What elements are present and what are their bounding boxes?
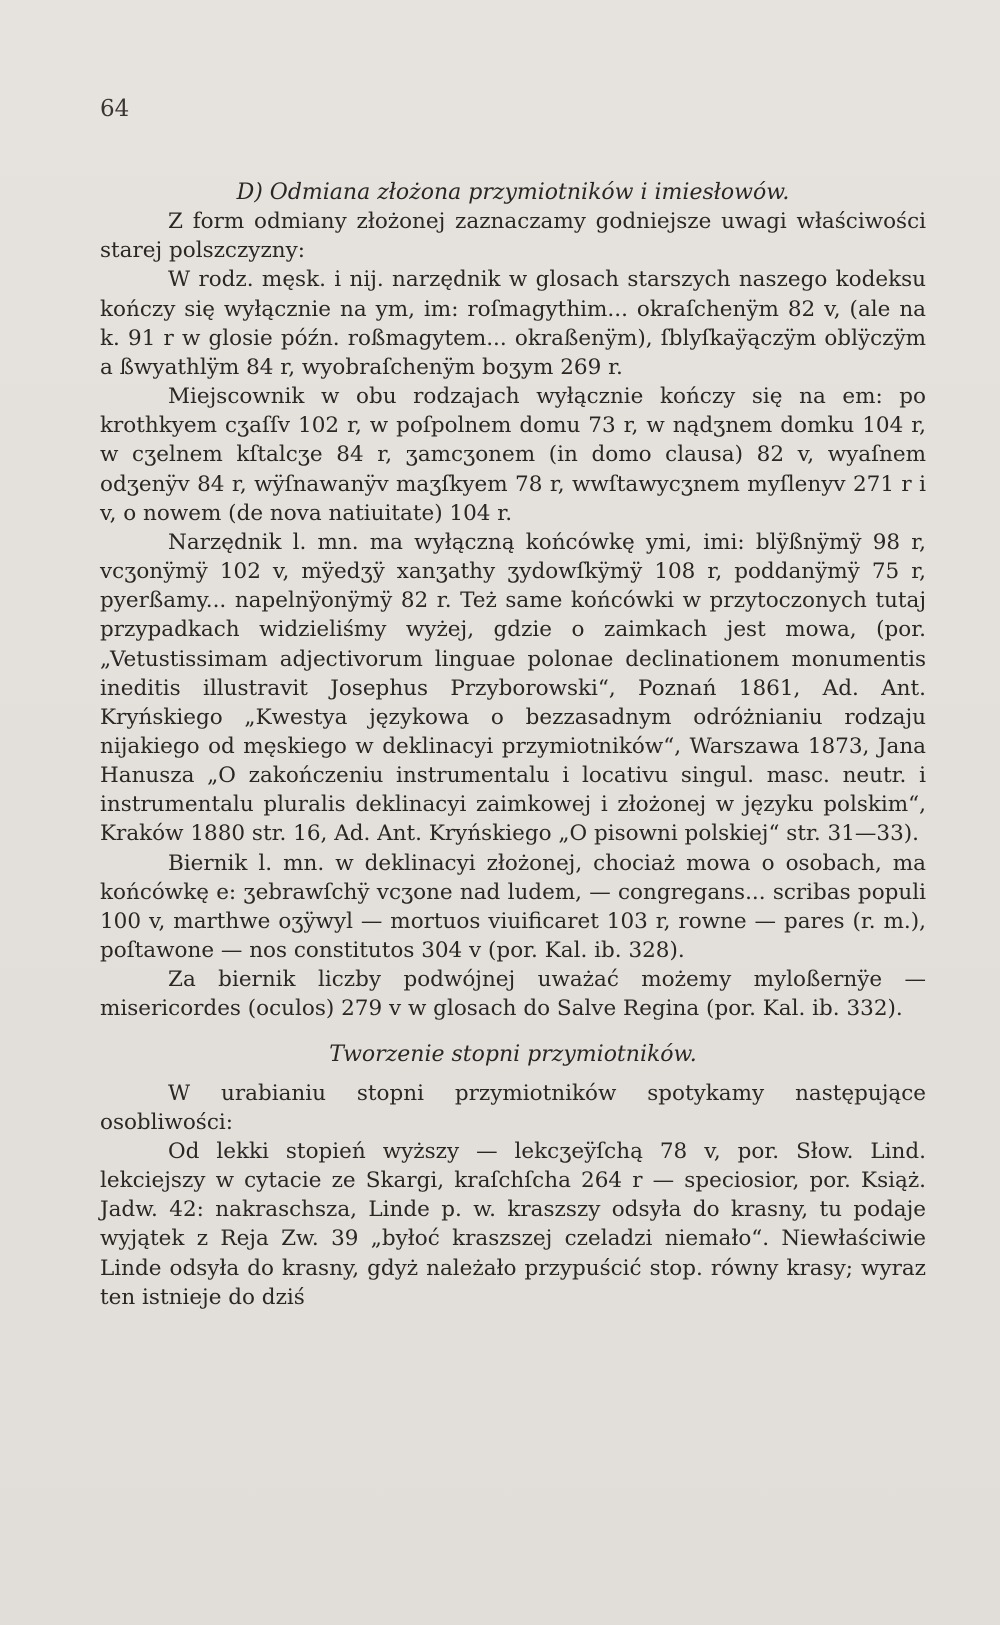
paragraph: Miejscownik w obu rodzajach wyłącznie kończy się na em: po krothkyem cʒaſſv 102 r, w poſpolnem domu 73 r, w nądʒnem domku 104 r, w cʒelnem kſtalcʒe 84 r, ʒamcʒonem (in domo clausa) 82 v, wyaſnem odʒenÿv 84 r, wÿſnawanÿv maʒſkyem 78 r, wwſtawycʒnem myſlenyv 271 r i v, o nowem (de nova natiuitate) 104 r.: [100, 384, 926, 526]
paragraph: Od lekki stopień wyższy — lekcʒeÿſchą 78 v, por. Słow. Lind. lekciejszy w cytacie ze Skargi, kraſchſcha 264 r — speciosior, por. Książ. Jadw. 42: nakraschsza, Linde p. w. kraszszy odsyła do krasny, tu podaje wyjątek z Reja Zw. 39 „byłoć kraszszej czeladzi niemało“. Niewłaściwie Linde odsyła do krasny, gdyż należało przypuścić stop. równy krasy; wyraz ten istnieje do dziś: [100, 1139, 926, 1310]
paragraph: Za biernik liczby podwójnej uważać możemy myloßernÿe — misericordes (oculos) 279 v w glosach do Salve Regina (por. Kal. ib. 332).: [100, 967, 926, 1022]
paragraph: Narzędnik l. mn. ma wyłączną końcówkę ymi, imi: blÿßnÿmÿ 98 r, vcʒonÿmÿ 102 v, mÿedʒÿ xanʒathy ʒydowſkÿmÿ 108 r, poddanÿmÿ 75 r, pyerßamy... napelnÿonÿmÿ 82 r. Też same końcówki w przytoczonych tutaj przypadkach widzieliśmy wyżej, gdzie o zaimkach jest mowa, (por. „Vetustissimam adjectivorum linguae polonae declinationem monumentis ineditis illustravit Josephus Przyborowski“, Poznań 1861, Ad. Ant. Kryńskiego „Kwestya językowa o bezzasadnym odróżnianiu rodzaju nijakiego od męskiego w deklinacyi przymiotników“, Warszawa 1873, Jana Hanusza „O zakończeniu instrumentalu i locativu singul. masc. neutr. i instrumentalu pluralis deklinacyi zaimkowej i złożonej w języku polskim“, Kraków 1880 str. 16, Ad. Ant. Kryńskiego „O pisowni polskiej“ str. 31—33).: [100, 529, 926, 847]
paragraph: Z form odmiany złożonej zaznaczamy godniejsze uwagi właściwości starej polszczyzny:: [100, 209, 926, 264]
section-heading-declension: D) Odmiana złożona przymiotników i imiesłowów.: [236, 180, 790, 205]
paragraph: W urabianiu stopni przymiotników spotykamy następujące osobliwości:: [100, 1080, 926, 1135]
paragraph: Biernik l. mn. w deklinacyi złożonej, chociaż mowa o osobach, ma końcówkę e: ʒebrawſchÿ vcʒone nad ludem, — congregans... scribas populi 100 v, marthwe oʒÿwyl — mortuos viuificaret 103 r, rowne — pares (r. m.), poſtawone — nos constitutos 304 v (por. Kal. ib. 328).: [100, 850, 926, 964]
body-text: [100, 178, 926, 1312]
page-number: 64: [100, 96, 130, 122]
paragraph: W rodz. męsk. i nij. narzędnik w glosach starszych naszego kodeksu kończy się wyłącznie na ym, im: roſmagythim... okraſchenÿm 82 v, (ale na k. 91 r w glosie późn. roßmagytem... okraßenÿm), ſblyſkaÿączÿm oblÿczÿm a ßwyathlÿm 84 r, wyobraſchenÿm boʒym 269 r.: [100, 267, 926, 380]
section-heading-degrees: Tworzenie stopni przymiotników.: [329, 1041, 697, 1067]
